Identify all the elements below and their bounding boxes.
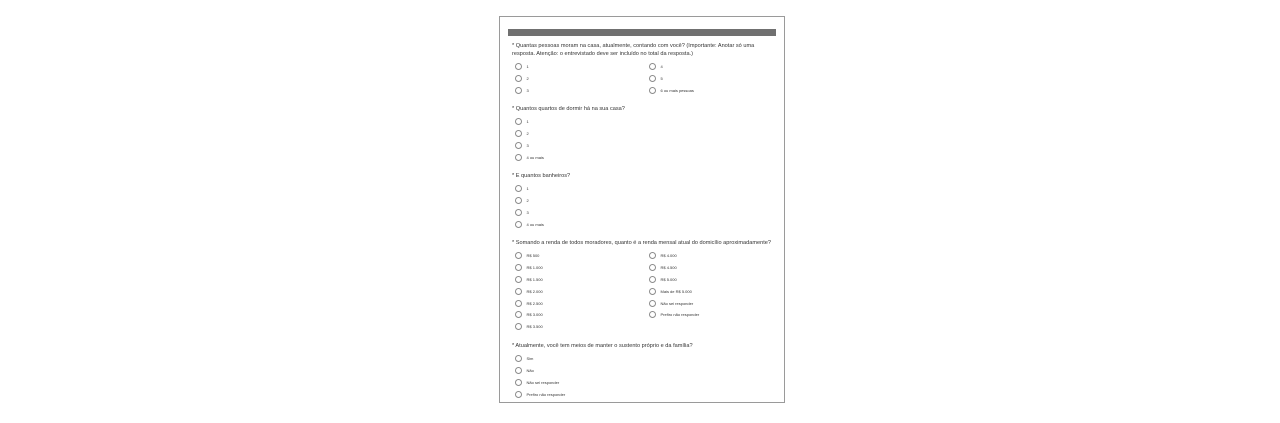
- option-label: 3: [526, 142, 529, 148]
- radio-option[interactable]: [649, 73, 694, 85]
- radio-option[interactable]: [515, 309, 543, 321]
- option-label: R$ 3.000: [526, 312, 543, 318]
- options-left-column: [515, 61, 529, 96]
- radio-option[interactable]: [649, 85, 694, 97]
- option-label: 2: [526, 131, 529, 137]
- radio-circle-icon[interactable]: [649, 87, 656, 94]
- radio-option[interactable]: [515, 85, 529, 97]
- option-label: Não sei responder: [526, 379, 560, 385]
- option-label: Prefiro não responder: [526, 391, 566, 397]
- radio-circle-icon[interactable]: [515, 197, 522, 204]
- option-label: Sim: [526, 356, 534, 362]
- radio-option[interactable]: [649, 309, 699, 321]
- radio-option[interactable]: [515, 183, 544, 195]
- radio-circle-icon[interactable]: [515, 185, 522, 192]
- option-label: Prefiro não responder: [660, 312, 700, 318]
- options-left-column: [515, 353, 565, 400]
- radio-option[interactable]: [515, 151, 544, 163]
- header-bar: [508, 29, 776, 36]
- options-left-column: [515, 116, 544, 163]
- question-bedrooms: [512, 105, 778, 164]
- question-title: * Atualmente, você tem meios de manter o sustento próprio e da família?: [512, 343, 693, 349]
- radio-option[interactable]: [515, 116, 544, 128]
- radio-circle-icon[interactable]: [649, 288, 656, 295]
- radio-option[interactable]: [515, 274, 543, 286]
- radio-option[interactable]: [515, 353, 565, 365]
- options: [512, 353, 778, 401]
- option-label: 1: [526, 64, 529, 70]
- radio-circle-icon[interactable]: [649, 252, 656, 259]
- radio-option[interactable]: [649, 262, 699, 274]
- option-label: 1: [526, 186, 529, 192]
- radio-option[interactable]: [515, 297, 543, 309]
- options-right-column: [649, 250, 699, 321]
- radio-option[interactable]: [649, 274, 699, 286]
- option-label: 4 ou mais: [526, 221, 544, 227]
- radio-option[interactable]: [515, 365, 565, 377]
- option-label: 1: [526, 119, 529, 125]
- radio-option[interactable]: [515, 377, 565, 389]
- options-right-column: [649, 61, 694, 96]
- radio-circle-icon[interactable]: [649, 264, 656, 271]
- radio-circle-icon[interactable]: [515, 209, 522, 216]
- radio-circle-icon[interactable]: [515, 130, 522, 137]
- radio-option[interactable]: [515, 195, 544, 207]
- radio-circle-icon[interactable]: [515, 75, 522, 82]
- radio-circle-icon[interactable]: [649, 75, 656, 82]
- option-label: Não sei responder: [660, 300, 694, 306]
- survey-page: [499, 16, 785, 403]
- radio-circle-icon[interactable]: [515, 264, 522, 271]
- question-bathrooms: [512, 172, 778, 231]
- radio-circle-icon[interactable]: [515, 355, 522, 362]
- option-label: R$ 5.000: [660, 276, 677, 282]
- radio-circle-icon[interactable]: [515, 252, 522, 259]
- radio-option[interactable]: [515, 61, 529, 73]
- option-label: Mais de R$ 5.000: [660, 288, 692, 294]
- radio-option[interactable]: [515, 388, 565, 400]
- radio-option[interactable]: [649, 61, 694, 73]
- radio-option[interactable]: [515, 128, 544, 140]
- option-label: R$ 1.500: [526, 276, 543, 282]
- radio-option[interactable]: [515, 218, 544, 230]
- radio-circle-icon[interactable]: [515, 311, 522, 318]
- option-label: 4: [660, 64, 663, 70]
- radio-option[interactable]: [515, 321, 543, 333]
- radio-option[interactable]: [515, 262, 543, 274]
- options-left-column: [515, 250, 543, 333]
- question-self-sustain: [512, 342, 778, 401]
- radio-circle-icon[interactable]: [649, 276, 656, 283]
- option-label: R$ 3.500: [526, 324, 543, 330]
- option-label: R$ 1.000: [526, 265, 543, 271]
- radio-circle-icon[interactable]: [515, 367, 522, 374]
- option-label: R$ 4.000: [660, 253, 677, 259]
- option-label: R$ 2.500: [526, 300, 543, 306]
- radio-circle-icon[interactable]: [515, 300, 522, 307]
- question-title: * Quantos quartos de dormir há na sua casa?: [512, 106, 625, 112]
- option-label: 3: [526, 209, 529, 215]
- radio-option[interactable]: [649, 285, 699, 297]
- question-title: * E quantos banheiros?: [512, 173, 571, 179]
- options: [512, 61, 778, 97]
- radio-option[interactable]: [649, 297, 699, 309]
- option-label: 3: [526, 87, 529, 93]
- option-label: 2: [526, 76, 529, 82]
- radio-circle-icon[interactable]: [515, 142, 522, 149]
- option-label: R$ 4.500: [660, 265, 677, 271]
- radio-circle-icon[interactable]: [515, 323, 522, 330]
- question-household-size: [512, 42, 778, 97]
- radio-circle-icon[interactable]: [515, 221, 522, 228]
- radio-circle-icon[interactable]: [515, 87, 522, 94]
- options: [512, 116, 778, 164]
- radio-circle-icon[interactable]: [515, 276, 522, 283]
- options-left-column: [515, 183, 544, 230]
- radio-circle-icon[interactable]: [515, 63, 522, 70]
- radio-circle-icon[interactable]: [649, 63, 656, 70]
- radio-option[interactable]: [515, 285, 543, 297]
- radio-option[interactable]: [515, 207, 544, 219]
- option-label: R$ 2.000: [526, 288, 543, 294]
- options: [512, 250, 778, 334]
- radio-circle-icon[interactable]: [515, 391, 522, 398]
- option-label: Não: [526, 368, 534, 374]
- radio-circle-icon[interactable]: [649, 300, 656, 307]
- option-label: 6 ou mais pessoas: [660, 87, 694, 93]
- radio-circle-icon[interactable]: [515, 288, 522, 295]
- option-label: 4 ou mais: [526, 154, 544, 160]
- question-title: * Quantas pessoas moram na casa, atualmente, contando com você? (Importante: Anotar só uma resposta. Atenção: o entrevistado deve ser incluído no total da resposta.): [512, 43, 755, 57]
- question-title: * Somando a renda de todos moradores, quanto é a renda mensal atual do domicílio aproximadamente?: [512, 240, 772, 246]
- question-income: [512, 239, 778, 334]
- radio-circle-icon[interactable]: [649, 311, 656, 318]
- radio-circle-icon[interactable]: [515, 154, 522, 161]
- radio-option[interactable]: [515, 73, 529, 85]
- options: [512, 183, 778, 231]
- radio-option[interactable]: [515, 140, 544, 152]
- radio-circle-icon[interactable]: [515, 118, 522, 125]
- option-label: R$ 500: [526, 253, 540, 259]
- radio-option[interactable]: [515, 250, 543, 262]
- radio-circle-icon[interactable]: [515, 379, 522, 386]
- option-label: 5: [660, 76, 663, 82]
- option-label: 2: [526, 198, 529, 204]
- radio-option[interactable]: [649, 250, 699, 262]
